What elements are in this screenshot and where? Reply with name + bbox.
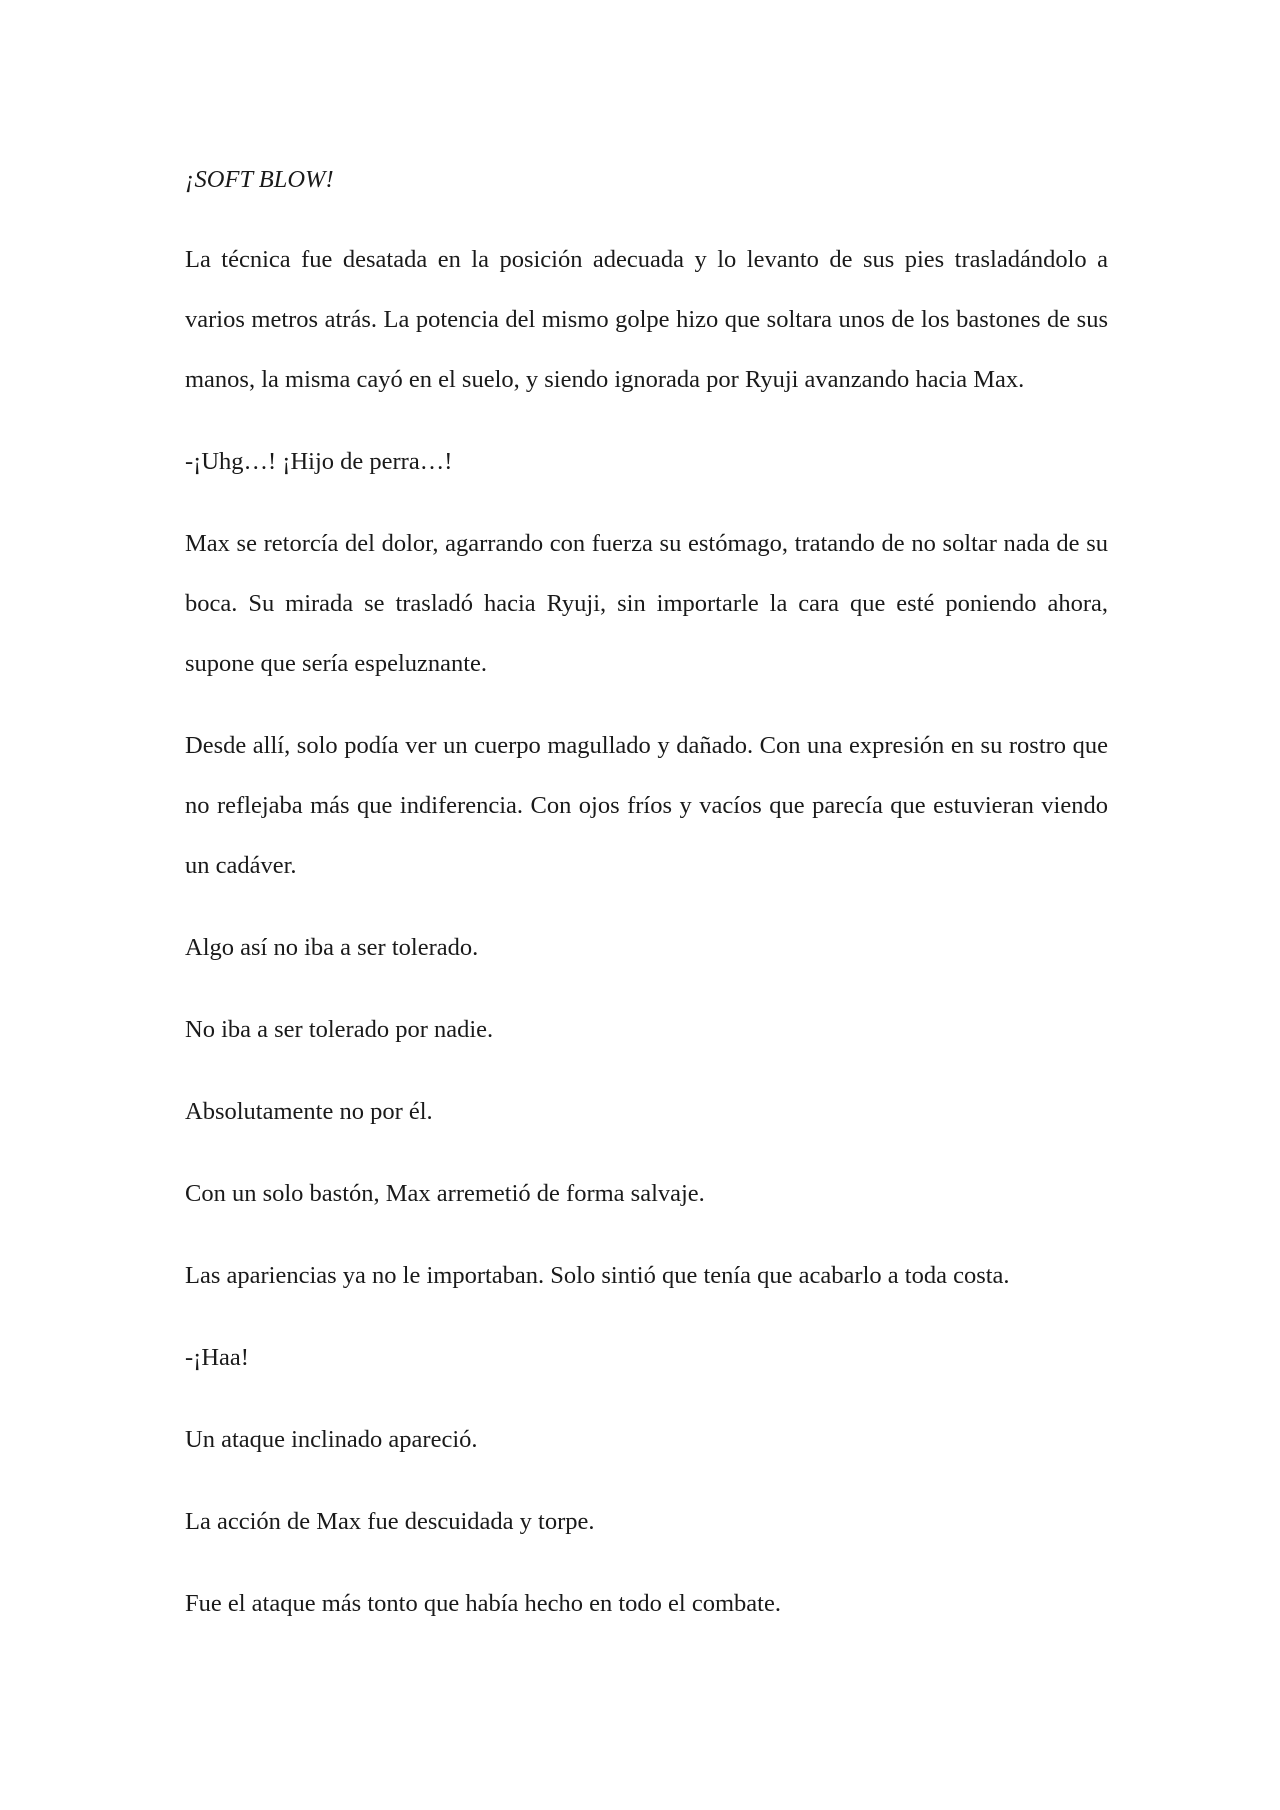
paragraph: Desde allí, solo podía ver un cuerpo magullado y dañado. Con una expresión en su rostro que no reflejaba más que indiferencia. Con ojos fríos y vacíos que parecía que estuvieran viendo un cadáver. <box>185 732 1108 879</box>
paragraph: La técnica fue desatada en la posición adecuada y lo levanto de sus pies trasladándolo a varios metros atrás. La potencia del mismo golpe hizo que soltara unos de los bastones de sus manos, la misma cayó en el suelo, y siendo ignorada por Ryuji avanzando hacia Max. <box>185 246 1108 393</box>
paragraph: Con un solo bastón, Max arremetió de forma salvaje. <box>185 1180 705 1207</box>
dialogue-line: -¡Haa! <box>185 1344 249 1371</box>
paragraph: Un ataque inclinado apareció. <box>185 1426 478 1453</box>
paragraph: La acción de Max fue descuidada y torpe. <box>185 1508 595 1535</box>
paragraph: Absolutamente no por él. <box>185 1098 433 1125</box>
paragraph: Fue el ataque más tonto que había hecho en todo el combate. <box>185 1590 781 1617</box>
paragraph: Algo así no iba a ser tolerado. <box>185 934 479 961</box>
paragraph: Las apariencias ya no le importaban. Solo sintió que tenía que acabarlo a toda costa. <box>185 1262 1010 1289</box>
paragraph: Max se retorcía del dolor, agarrando con fuerza su estómago, tratando de no soltar nada de su boca. Su mirada se trasladó hacia Ryuji, sin importarle la cara que esté poniendo ahora, supone que sería espeluznante. <box>185 530 1108 677</box>
document-body <box>185 150 1108 1656</box>
technique-shout: ¡SOFT BLOW! <box>185 166 334 193</box>
dialogue-line: -¡Uhg…! ¡Hijo de perra…! <box>185 448 453 475</box>
paragraph: No iba a ser tolerado por nadie. <box>185 1016 494 1043</box>
